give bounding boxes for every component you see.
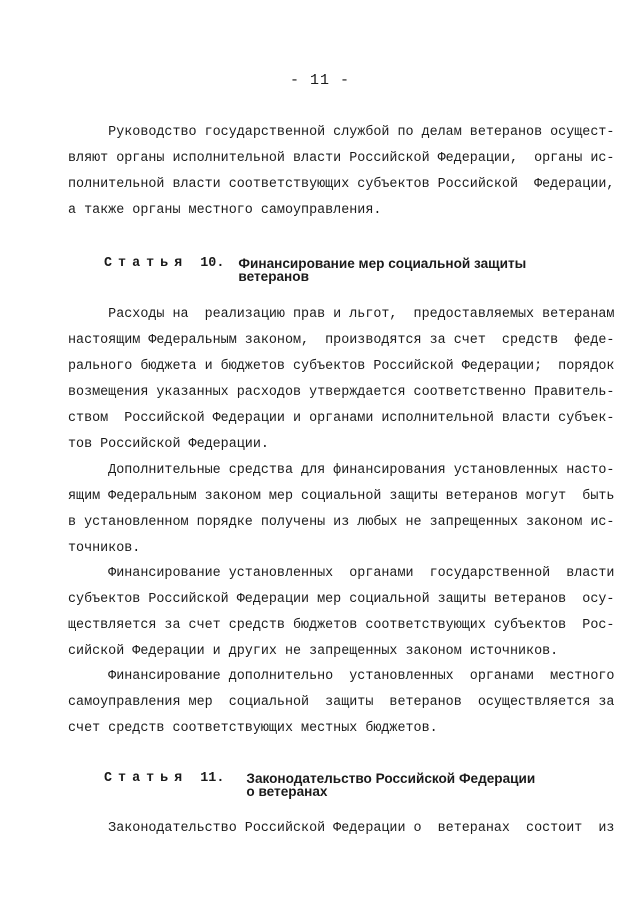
text-line: самоуправления мер социальной защиты ветеранов осуществляется за xyxy=(68,695,615,710)
article-title-line: ветеранов xyxy=(238,269,309,284)
article-title xyxy=(238,257,526,283)
text-line: а также органы местного самоуправления. xyxy=(68,203,382,218)
text-line: сийской Федерации и других не запрещенных законом источников. xyxy=(68,644,559,659)
text-line: тов Российской Федерации. xyxy=(68,437,269,452)
text-line: вляют органы исполнительной власти Российской Федерации, органы ис- xyxy=(68,151,615,166)
text-line: полнительной власти соответствующих субъектов Российской Федерации, xyxy=(68,177,615,192)
paragraph-administration xyxy=(68,120,615,224)
article-title-line: Законодательство Российской Федерации xyxy=(246,771,536,786)
text-line: ством Российской Федерации и органами исполнительной власти субъек- xyxy=(68,411,615,426)
text-line: счет средств соответствующих местных бюджетов. xyxy=(68,721,438,736)
article-word: Статья xyxy=(104,771,189,786)
text-line: в установленном порядке получены из любых не запрещенных законом ис- xyxy=(68,515,615,530)
article-word: Статья xyxy=(104,256,189,271)
text-line: Руководство государственной службой по делам ветеранов осущест- xyxy=(68,125,615,140)
text-line: субъектов Российской Федерации мер социальной защиты ветеранов осу- xyxy=(68,592,615,607)
text-line: рального бюджета и бюджетов субъектов Российской Федерации; порядок xyxy=(68,359,615,374)
paragraph-regional-financing xyxy=(68,561,615,665)
article-title-line: Финансирование мер социальной защиты xyxy=(238,256,527,271)
text-line: Финансирование установленных органами государственной власти xyxy=(68,566,615,581)
text-line: возмещения указанных расходов утверждается соответственно Правитель- xyxy=(68,385,615,400)
text-line: Финансирование дополнительно установленных органами местного xyxy=(68,669,615,684)
page-number: - 11 - xyxy=(289,72,350,89)
text-line: точников. xyxy=(68,541,141,556)
text-line: Расходы на реализацию прав и льгот, предоставляемых ветеранам xyxy=(68,307,615,322)
text-line: Дополнительные средства для финансирования установленных насто- xyxy=(68,463,615,478)
paragraph-local-financing xyxy=(68,664,615,742)
paragraph-additional-funds xyxy=(68,458,615,562)
article-11-heading xyxy=(104,772,535,798)
article-10-heading xyxy=(104,257,526,283)
article-title-line: о ветеранах xyxy=(246,784,328,799)
paragraph-legislation xyxy=(68,816,615,842)
text-line: Законодательство Российской Федерации о ветеранах состоит из xyxy=(68,821,615,836)
paragraph-expenses xyxy=(68,302,615,458)
text-line: ществляется за счет средств бюджетов соответствующих субъектов Рос- xyxy=(68,618,615,633)
text-line: настоящим Федеральным законом, производятся за счет средств феде- xyxy=(68,333,615,348)
article-number: 11. xyxy=(200,771,225,786)
article-title xyxy=(246,772,535,798)
text-line: ящим Федеральным законом мер социальной защиты ветеранов могут быть xyxy=(68,489,615,504)
article-number: 10. xyxy=(200,256,225,271)
